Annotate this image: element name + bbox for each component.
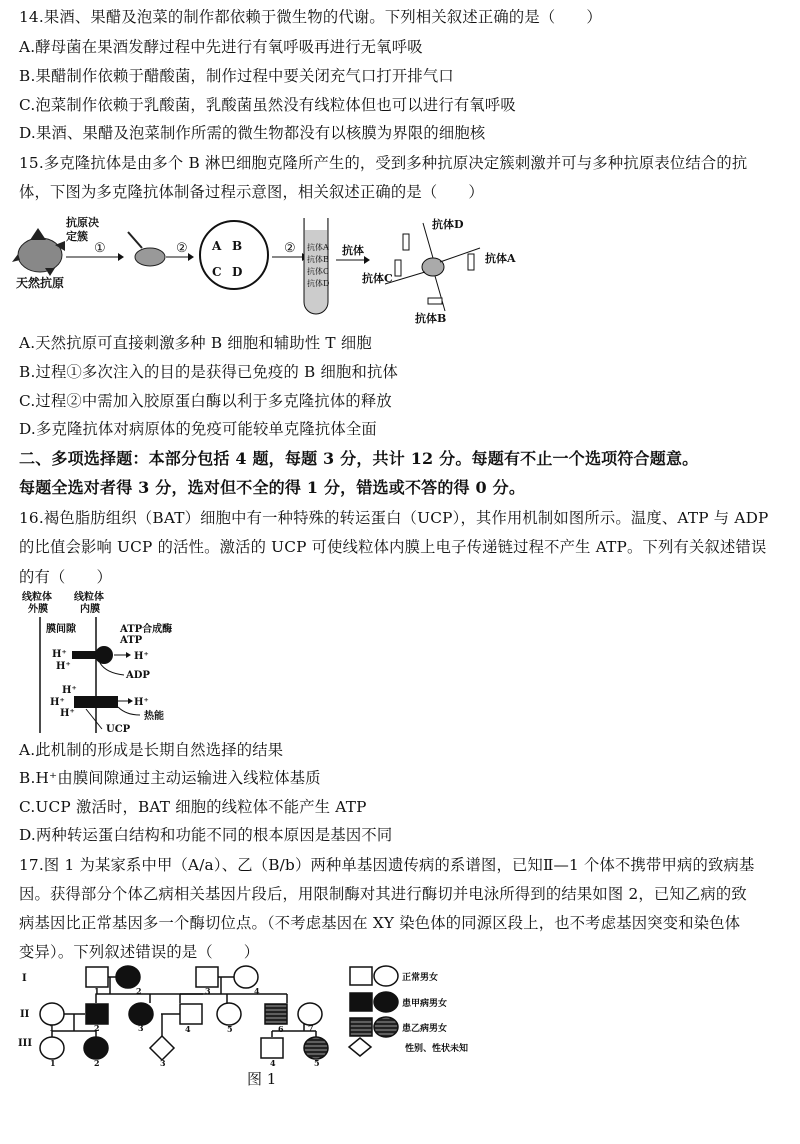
outer-membrane-label-2: 外膜 [28,604,48,615]
ucp-label: UCP [106,724,131,735]
q14-stem: 14.果酒、果醋及泡菜的制作都依赖于微生物的代谢。下列相关叙述正确的是（ ） [19,8,602,26]
num-i-4: 4 [254,986,260,996]
polyclonal-antibody-diagram [0,210,640,330]
num-ii-3: 3 [138,1023,144,1033]
individual-iii-3 [150,1036,174,1060]
intermembrane-space-label: 膜间隙 [46,624,76,635]
antibody-c-label: 抗体C [362,272,393,285]
individual-i-3 [196,967,218,987]
h-ion-3: H⁺ [134,651,149,662]
q15-option-b: B.过程①多次注入的目的是获得已免疫的 B 细胞和抗体 [19,363,399,381]
q14-option-a: A.酵母菌在果酒发酵过程中先进行有氧呼吸再进行无氧呼吸 [19,38,423,56]
antigen-label: 天然抗原 [16,276,65,290]
num-ii-6: 6 [278,1024,284,1034]
legend-disease-b: 患乙病男女 [402,1024,448,1034]
inner-membrane-label: 线粒体 [74,592,104,603]
cell-c: C [212,265,222,279]
generation-ii-label: II [20,1009,30,1020]
q15-option-d: D.多克隆抗体对病原体的免疫可能较单克隆抗体全面 [19,420,377,438]
h-ion-1: H⁺ [52,649,67,660]
cell-d: D [232,265,243,279]
individual-iii-1 [40,1037,64,1059]
h-ion-4: H⁺ [62,685,77,696]
legend-disease-a: 患甲病男女 [402,999,448,1009]
tube-label-d: 抗体D [307,279,330,288]
tube-label-c: 抗体C [307,267,330,276]
individual-ii-4 [180,1004,202,1024]
ucp-mechanism-diagram [0,585,200,735]
antibody-b-label: 抗体B [415,312,447,325]
num-iii-1: 1 [50,1058,56,1068]
cell-b: B [232,239,243,253]
legend-unknown: 性别、性状未知 [405,1044,469,1054]
step-1-label: ① [94,241,106,256]
q14-option-b: B.果醋制作依赖于醋酸菌，制作过程中要关闭充气口打开排气口 [19,67,454,85]
individual-iii-4 [261,1038,283,1058]
individual-ii-2 [86,1004,108,1024]
test-tube [304,218,328,314]
antigen-antibody-complex [385,223,480,311]
atp-synthase-label: ATP合成酶 [120,624,173,635]
num-iii-3: 3 [160,1058,166,1068]
tube-label-a: 抗体A [307,243,329,252]
q14-option-d: D.果酒、果醋及泡菜制作所需的微生物都没有以核膜为界限的细胞核 [19,124,486,142]
num-i-2: 2 [136,986,142,996]
q15-option-a: A.天然抗原可直接刺激多种 B 细胞和辅助性 T 细胞 [19,334,372,352]
q14-option-c: C.泡菜制作依赖于乳酸菌，乳酸菌虽然没有线粒体但也可以进行有氧呼吸 [19,96,516,114]
adp-label: ADP [126,670,150,681]
q15-option-c: C.过程②中需加入胶原蛋白酶以利于多克隆抗体的释放 [19,392,392,410]
q16-stem-1: 16.褐色脂肪组织（BAT）细胞中有一种特殊的转运蛋白（UCP），其作用机制如图所示。温度、ATP 与 ADP [19,509,769,527]
generation-i-label: I [22,973,27,984]
q17-stem-3: 病基因比正常基因多一个酶切位点。（不考虑基因在 XY 染色体的同源区段上，也不考虑基因突变和染色体 [19,914,741,932]
cell-a: A [212,239,222,253]
h-ion-5: H⁺ [50,697,65,708]
ucp-protein [74,696,118,708]
q15-stem-2: 体，下图为多克隆抗体制备过程示意图，相关叙述正确的是（ ） [19,183,484,201]
individual-i-2 [116,966,140,988]
q16-option-b: B.H⁺由膜间隙通过主动运输进入线粒体基质 [19,769,321,787]
individual-ii-1 [40,1003,64,1025]
determinant-label: 抗原决 [66,216,99,229]
num-ii-4: 4 [185,1024,191,1034]
tube-label-b: 抗体B [307,255,329,264]
step-2-label: ② [176,241,188,256]
pedigree-figure-1 [0,960,500,1090]
antibody-d-label: 抗体D [432,218,464,231]
q16-option-a: A.此机制的形成是长期自然选择的结果 [19,741,284,759]
h-ion-6: H⁺ [60,708,75,719]
legend-normal: 正常男女 [402,973,439,983]
individual-i-1 [86,967,108,987]
generation-iii-label: III [18,1038,33,1049]
outer-membrane-label: 线粒体 [22,592,52,603]
mouse-icon [128,232,165,266]
step-2b-label: ② [284,241,296,256]
individual-ii-6 [265,1004,287,1024]
atp-synthase [72,646,113,664]
individual-ii-3 [129,1003,153,1025]
individual-iii-2 [84,1037,108,1059]
num-iii-2: 2 [94,1058,100,1068]
h-ion-2: H⁺ [56,661,71,672]
num-ii-5: 5 [227,1024,233,1034]
individual-ii-7 [298,1003,322,1025]
h-ion-7: H⁺ [134,697,149,708]
num-iii-4: 4 [270,1058,276,1068]
num-i-1: 1 [94,986,100,996]
q17-stem-4: 变异）。下列叙述错误的是（ ） [19,943,260,961]
individual-iii-5 [304,1037,328,1059]
atp-label: ATP [120,635,143,646]
determinant-label-2: 定簇 [66,230,88,243]
figure-1-caption: 图 1 [247,1070,277,1088]
q16-option-c: C.UCP 激活时，BAT 细胞的线粒体不能产生 ATP [19,798,367,816]
q17-stem-2: 因。获得部分个体乙病相关基因片段后，用限制酶对其进行酶切并电泳所得到的结果如图 2，已知乙病的致 [19,885,747,903]
inner-membrane-label-2: 内膜 [80,604,100,615]
individual-i-4 [234,966,258,988]
num-ii-2: 2 [94,1023,100,1033]
natural-antigen [12,228,65,276]
pedigree-legend [349,966,398,1056]
antibody-a-label: 抗体A [485,252,516,265]
antibody-arrow-label: 抗体 [342,244,364,257]
q16-option-d: D.两种转运蛋白结构和功能不同的根本原因是基因不同 [19,826,393,844]
section-2-heading: 二、多项选择题：本部分包括 4 题，每题 3 分，共计 12 分。每题有不止一个选项符合题意。 [19,449,699,468]
num-ii-1: 1 [49,1023,55,1033]
heat-label: 热能 [144,711,164,722]
q16-stem-2: 的比值会影响 UCP 的活性。激活的 UCP 可使线粒体内膜上电子传递链过程不产生 ATP。下列有关叙述错误 [19,538,767,556]
q15-stem-1: 15.多克隆抗体是由多个 B 淋巴细胞克隆所产生的，受到多种抗原决定簇刺激并可与多种抗原表位结合的抗 [19,154,748,172]
num-iii-5: 5 [314,1058,320,1068]
individual-ii-5 [217,1003,241,1025]
q16-stem-3: 的有（ ） [19,568,112,586]
num-ii-7: 7 [308,1023,314,1033]
q17-stem-1: 17.图 1 为某家系中甲（A/a）、乙（B/b）两种单基因遗传病的系谱图，已知Ⅱ—1 个体不携带甲病的致病基 [19,856,755,874]
num-i-3: 3 [205,986,211,996]
section-2-heading-2: 每题全选对者得 3 分，选对但不全的得 1 分，错选或不答的得 0 分。 [19,478,526,497]
